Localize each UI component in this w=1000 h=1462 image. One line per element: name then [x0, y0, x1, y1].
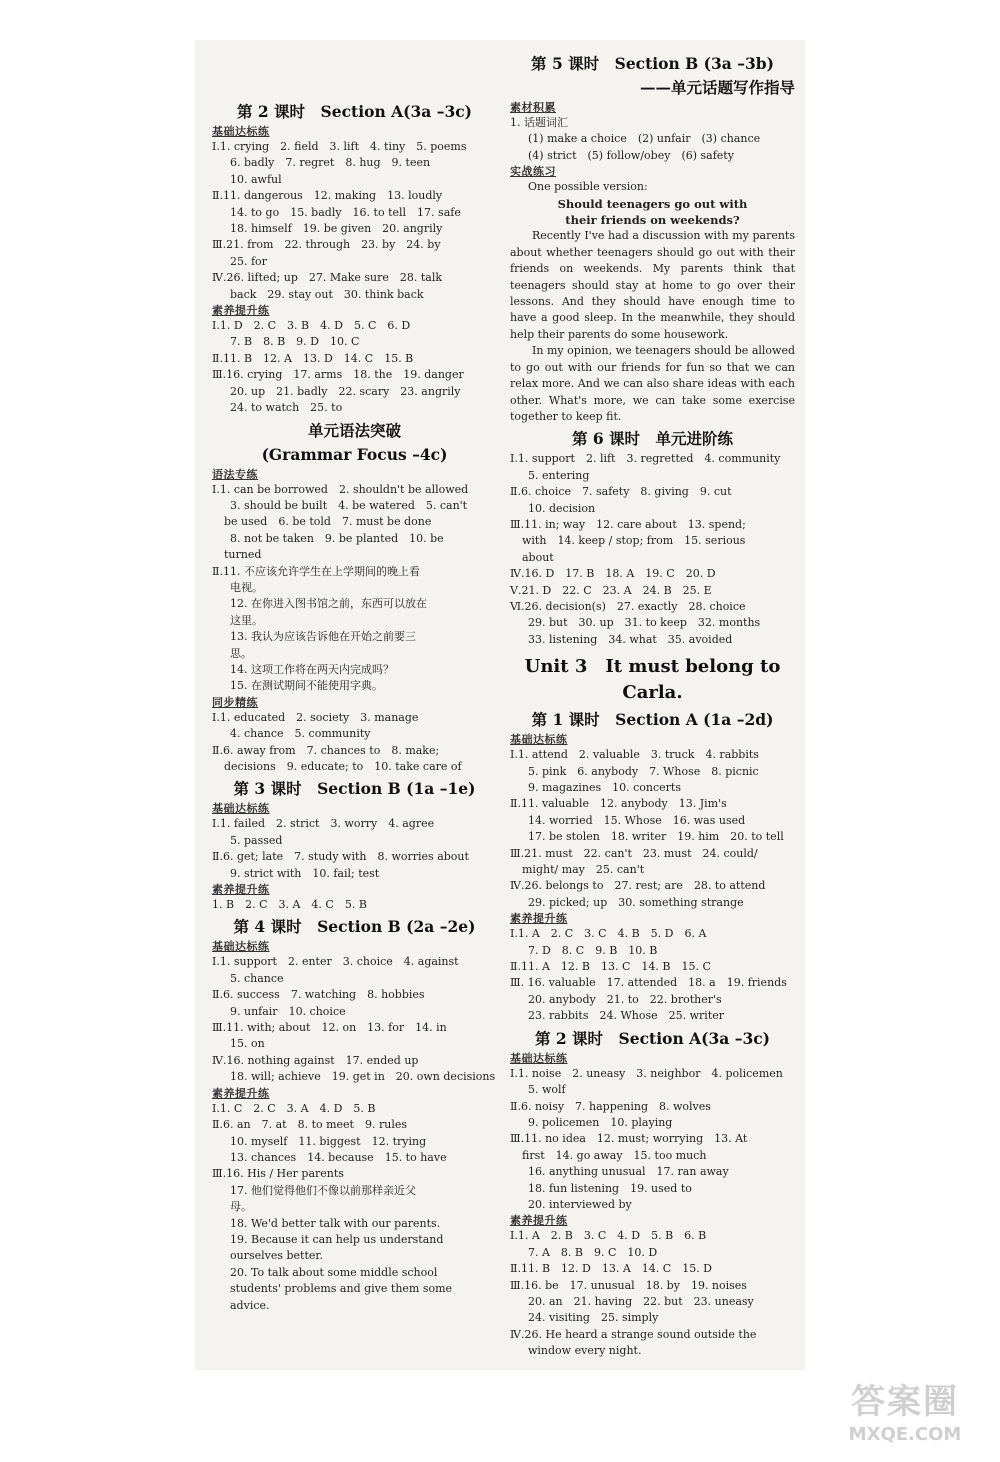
answer-line: Ⅰ.1. D 2. C 3. B 4. D 5. C 6. D: [212, 319, 411, 333]
answer-line: Ⅲ.11. with; about 12. on 13. for 14. in: [212, 1021, 447, 1035]
answer-line: 5. entering: [528, 468, 590, 482]
answer-line: Ⅰ.1. educated 2. society 3. manage: [212, 710, 419, 724]
answer-line: Ⅱ.11. dangerous 12. making 13. loudly: [212, 189, 443, 203]
answer-line: 18. We'd better talk with our parents.: [230, 1216, 441, 1230]
answer-line: 20. anybody 21. to 22. brother's: [528, 992, 722, 1006]
answer-line: Ⅰ.1. support 2. lift 3. regretted 4. community: [510, 452, 781, 466]
essay-title: their friends on weekends?: [565, 213, 740, 228]
answer-line: 7. D 8. C 9. B 10. B: [528, 943, 658, 957]
exercise-label: 基础达标练: [212, 940, 270, 954]
answer-line: with 14. keep / stop; from 15. serious: [522, 534, 746, 548]
answer-line: Ⅳ.26. lifted; up 27. Make sure 28. talk: [212, 271, 443, 285]
exercise-label: 素养提升练: [212, 1086, 270, 1100]
answer-line: 15. on: [230, 1037, 265, 1051]
answer-line: 1. B 2. C 3. A 4. C 5. B: [212, 898, 367, 912]
section-heading: 单元语法突破: [307, 420, 401, 440]
answer-line: 17. 他们觉得他们不像以前那样亲近父: [230, 1183, 416, 1197]
answer-line: Ⅱ.6. an 7. at 8. to meet 9. rules: [212, 1118, 407, 1132]
answer-line: first 14. go away 15. too much: [522, 1148, 707, 1162]
answer-line: 思。: [230, 646, 252, 660]
section-heading: 第 2 课时 Section A(3a –3c): [534, 1028, 770, 1048]
answer-line: 24. to watch 25. to: [230, 401, 343, 415]
answer-line: 13. 我认为应该告诉他在开始之前要三: [230, 630, 416, 644]
answer-line: Ⅰ.1. support 2. enter 3. choice 4. against: [212, 955, 459, 969]
answer-line: 1. 话题词汇: [510, 116, 568, 129]
answer-line: 10. awful: [230, 172, 282, 186]
answer-line: be used 6. be told 7. must be done: [224, 515, 432, 529]
section-subheading: ——单元话题写作指导: [639, 78, 795, 97]
answer-line: 5. passed: [230, 833, 283, 847]
answer-line: Ⅱ.11. valuable 12. anybody 13. Jim's: [510, 797, 727, 811]
answer-line: 20. up 21. badly 22. scary 23. angrily: [230, 384, 461, 398]
answer-line: Ⅰ.1. C 2. C 3. A 4. D 5. B: [212, 1101, 376, 1115]
answer-line: Ⅰ.1. failed 2. strict 3. worry 4. agree: [212, 817, 435, 831]
answer-line: Ⅱ.11. B 12. D 13. A 14. C 15. D: [510, 1262, 713, 1276]
answer-line: Ⅱ.6. choice 7. safety 8. giving 9. cut: [510, 485, 732, 499]
essay-paragraph: Recently I've had a discussion with my parents about whether teenagers should go out with their friends on weekends. My parents think that teenagers should stay at home to go over their lessons. And they should have enough time to have a good sleep. In the meanwhile, they should help their parents do some housework.: [510, 229, 795, 341]
exercise-label: 素材积累: [510, 101, 556, 114]
answer-line: 5. pink 6. anybody 7. Whose 8. picnic: [528, 764, 759, 778]
section-heading: 第 5 课时 Section B (3a –3b): [531, 54, 774, 73]
answer-line: Ⅰ.1. A 2. B 3. C 4. D 5. B 6. B: [510, 1229, 707, 1243]
answer-line: Ⅲ.16. crying 17. arms 18. the 19. danger: [212, 368, 464, 382]
answer-line: Ⅱ.11. 不应该允许学生在上学期间的晚上看: [212, 564, 420, 578]
answer-line: 20. an 21. having 22. but 23. uneasy: [528, 1294, 754, 1308]
exercise-label: 素养提升练: [212, 304, 270, 318]
exercise-label: 基础达标练: [212, 125, 270, 138]
section-heading: 第 4 课时 Section B (2a –2e): [233, 917, 476, 937]
answer-line: Ⅰ.1. noise 2. uneasy 3. neighbor 4. policemen: [510, 1066, 783, 1080]
answer-line: 18. will; achieve 19. get in 20. own decisions: [230, 1070, 496, 1084]
answer-line: Ⅳ.26. He heard a strange sound outside the: [510, 1327, 757, 1341]
answer-line: Ⅲ.11. no idea 12. must; worrying 13. At: [510, 1132, 748, 1146]
answer-line: 20. interviewed by: [528, 1197, 632, 1211]
answer-line: 14. 这项工作将在两天内完成吗？: [230, 662, 394, 676]
answer-line: One possible version:: [528, 180, 648, 194]
answer-line: 10. myself 11. biggest 12. trying: [230, 1134, 427, 1148]
answer-line: Ⅳ.16. nothing against 17. ended up: [212, 1053, 419, 1067]
answer-line: 4. chance 5. community: [230, 727, 371, 741]
answer-line: 10. decision: [528, 501, 596, 515]
essay-paragraph: In my opinion, we teenagers should be allowed to go out with our friends for fun so that we can relax more. And we can also share ideas with each other. What's more, we can take some exercise together to keep fit.: [510, 344, 795, 423]
answer-line: advice.: [230, 1298, 270, 1312]
answer-line: 5. wolf: [528, 1083, 566, 1097]
answer-line: Ⅵ.26. decision(s) 27. exactly 28. choice: [510, 599, 746, 613]
section-heading: 第 6 课时 单元进阶练: [571, 429, 734, 449]
section-heading: (Grammar Focus –4c): [261, 444, 448, 464]
essay-title: Should teenagers go out with: [557, 196, 748, 211]
answer-line: 电视。: [230, 580, 263, 594]
answer-line: 15. 在测试期间不能使用字典。: [230, 679, 383, 693]
exercise-label: 基础达标练: [510, 733, 568, 747]
exercise-label: 素养提升练: [510, 1214, 568, 1228]
answer-line: 33. listening 34. what 35. avoided: [528, 632, 733, 646]
answer-line: Ⅱ.6. success 7. watching 8. hobbies: [212, 988, 425, 1002]
answer-line: Ⅱ.6. noisy 7. happening 8. wolves: [510, 1099, 711, 1113]
answer-line: about: [522, 550, 554, 564]
unit-heading: Unit 3 It must belong to Carla.: [524, 656, 781, 704]
answer-line: Ⅱ.6. away from 7. chances to 8. make;: [212, 743, 440, 757]
answer-line: 9. magazines 10. concerts: [528, 781, 681, 794]
answer-line: 14. worried 15. Whose 16. was used: [528, 813, 746, 827]
section-heading: 第 2 课时 Section A(3a –3c): [236, 102, 472, 121]
answer-line: Ⅱ.11. B 12. A 13. D 14. C 15. B: [212, 351, 414, 365]
answer-line: might/ may 25. can't: [522, 863, 645, 877]
answer-line: 13. chances 14. because 15. to have: [230, 1150, 447, 1164]
answer-line: 25. for: [230, 254, 267, 268]
answer-line: Ⅴ.21. D 22. C 23. A 24. B 25. E: [510, 583, 712, 597]
answer-line: 20. To talk about some middle school: [230, 1265, 438, 1279]
answer-line: 14. to go 15. badly 16. to tell 17. safe: [230, 205, 461, 219]
answer-line: 8. not be taken 9. be planted 10. be: [230, 531, 444, 545]
answer-line: 18. fun listening 19. used to: [528, 1181, 692, 1195]
answer-line: 7. A 8. B 9. C 10. D: [528, 1245, 658, 1259]
answer-line: 24. visiting 25. simply: [528, 1311, 659, 1325]
section-heading: 第 1 课时 Section A (1a –2d): [531, 710, 774, 730]
answer-line: 9. policemen 10. playing: [528, 1115, 673, 1129]
answer-line: Ⅲ.21. must 22. can't 23. must 24. could/: [510, 846, 758, 860]
answer-line: Ⅳ.16. D 17. B 18. A 19. C 20. D: [510, 567, 716, 581]
answer-line: 29. but 30. up 31. to keep 32. months: [528, 616, 761, 630]
exercise-label: 素养提升练: [212, 883, 270, 897]
answer-line: 7. B 8. B 9. D 10. C: [230, 335, 360, 349]
watermark-domain: MXQE.COM: [848, 1424, 962, 1445]
answer-line: 3. should be built 4. be watered 5. can't: [230, 498, 468, 512]
exercise-label: 同步精练: [212, 695, 258, 709]
exercise-label: 实战练习: [510, 165, 556, 179]
answer-line: Ⅲ.16. His / Her parents: [212, 1167, 344, 1181]
right-column: [510, 50, 795, 1360]
watermark-brand: 答案圈: [851, 1382, 959, 1422]
answer-line: Ⅰ.1. attend 2. valuable 3. truck 4. rabbits: [510, 748, 759, 762]
answer-line: 19. Because it can help us understand: [230, 1232, 444, 1246]
exercise-label: 基础达标练: [212, 802, 270, 816]
answer-line: decisions 9. educate; to 10. take care of: [224, 760, 462, 773]
answer-line: Ⅱ.6. get; late 7. study with 8. worries about: [212, 850, 469, 864]
answer-line: 9. unfair 10. choice: [230, 1004, 346, 1018]
answer-line: Ⅰ.1. can be borrowed 2. shouldn't be allowed: [212, 482, 469, 496]
answer-line: ourselves better.: [230, 1249, 323, 1263]
answer-line: students' problems and give them some: [230, 1282, 453, 1296]
answer-line: 6. badly 7. regret 8. hug 9. teen: [230, 156, 431, 170]
answer-line: turned: [224, 548, 262, 562]
watermark: [820, 1380, 990, 1460]
exercise-label: 语法专练: [212, 467, 258, 481]
answer-line: Ⅲ.16. be 17. unusual 18. by 19. noises: [510, 1278, 747, 1292]
answer-line: Ⅲ.11. in; way 12. care about 13. spend;: [510, 517, 746, 531]
answer-line: 16. anything unusual 17. ran away: [528, 1165, 729, 1179]
answer-line: Ⅳ.26. belongs to 27. rest; are 28. to attend: [510, 879, 766, 893]
answer-line: 23. rabbits 24. Whose 25. writer: [528, 1009, 725, 1023]
answer-line: window every night.: [528, 1344, 642, 1358]
section-heading: 第 3 课时 Section B (1a –1e): [233, 779, 476, 799]
answer-line: Ⅰ.1. crying 2. field 3. lift 4. tiny 5. poems: [212, 140, 467, 153]
exercise-label: 素养提升练: [510, 912, 568, 926]
exercise-label: 基础达标练: [510, 1051, 568, 1065]
answer-line: 母。: [230, 1200, 252, 1214]
answer-line: 18. himself 19. be given 20. angrily: [230, 222, 443, 236]
answer-line: back 29. stay out 30. think back: [230, 287, 424, 301]
answer-line: 9. strict with 10. fail; test: [230, 866, 380, 880]
answer-line: Ⅱ.11. A 12. B 13. C 14. B 15. C: [510, 960, 711, 974]
answer-line: Ⅰ.1. A 2. C 3. C 4. B 5. D 6. A: [510, 927, 707, 941]
answer-line: 17. be stolen 18. writer 19. him 20. to tell: [528, 830, 784, 844]
answer-line: 12. 在你进入图书馆之前，东西可以放在: [230, 597, 427, 611]
answer-line: 这里。: [230, 613, 263, 627]
answer-line: (1) make a choice (2) unfair (3) chance: [528, 132, 761, 146]
answer-line: Ⅲ.21. from 22. through 23. by 24. by: [212, 238, 441, 252]
answer-line: 29. picked; up 30. something strange: [528, 895, 744, 909]
answer-line: 5. chance: [230, 971, 284, 985]
left-column: [212, 98, 497, 1314]
answer-line: (4) strict (5) follow/obey (6) safety: [528, 148, 734, 162]
answer-line: Ⅲ. 16. valuable 17. attended 18. a 19. friends: [510, 976, 787, 990]
